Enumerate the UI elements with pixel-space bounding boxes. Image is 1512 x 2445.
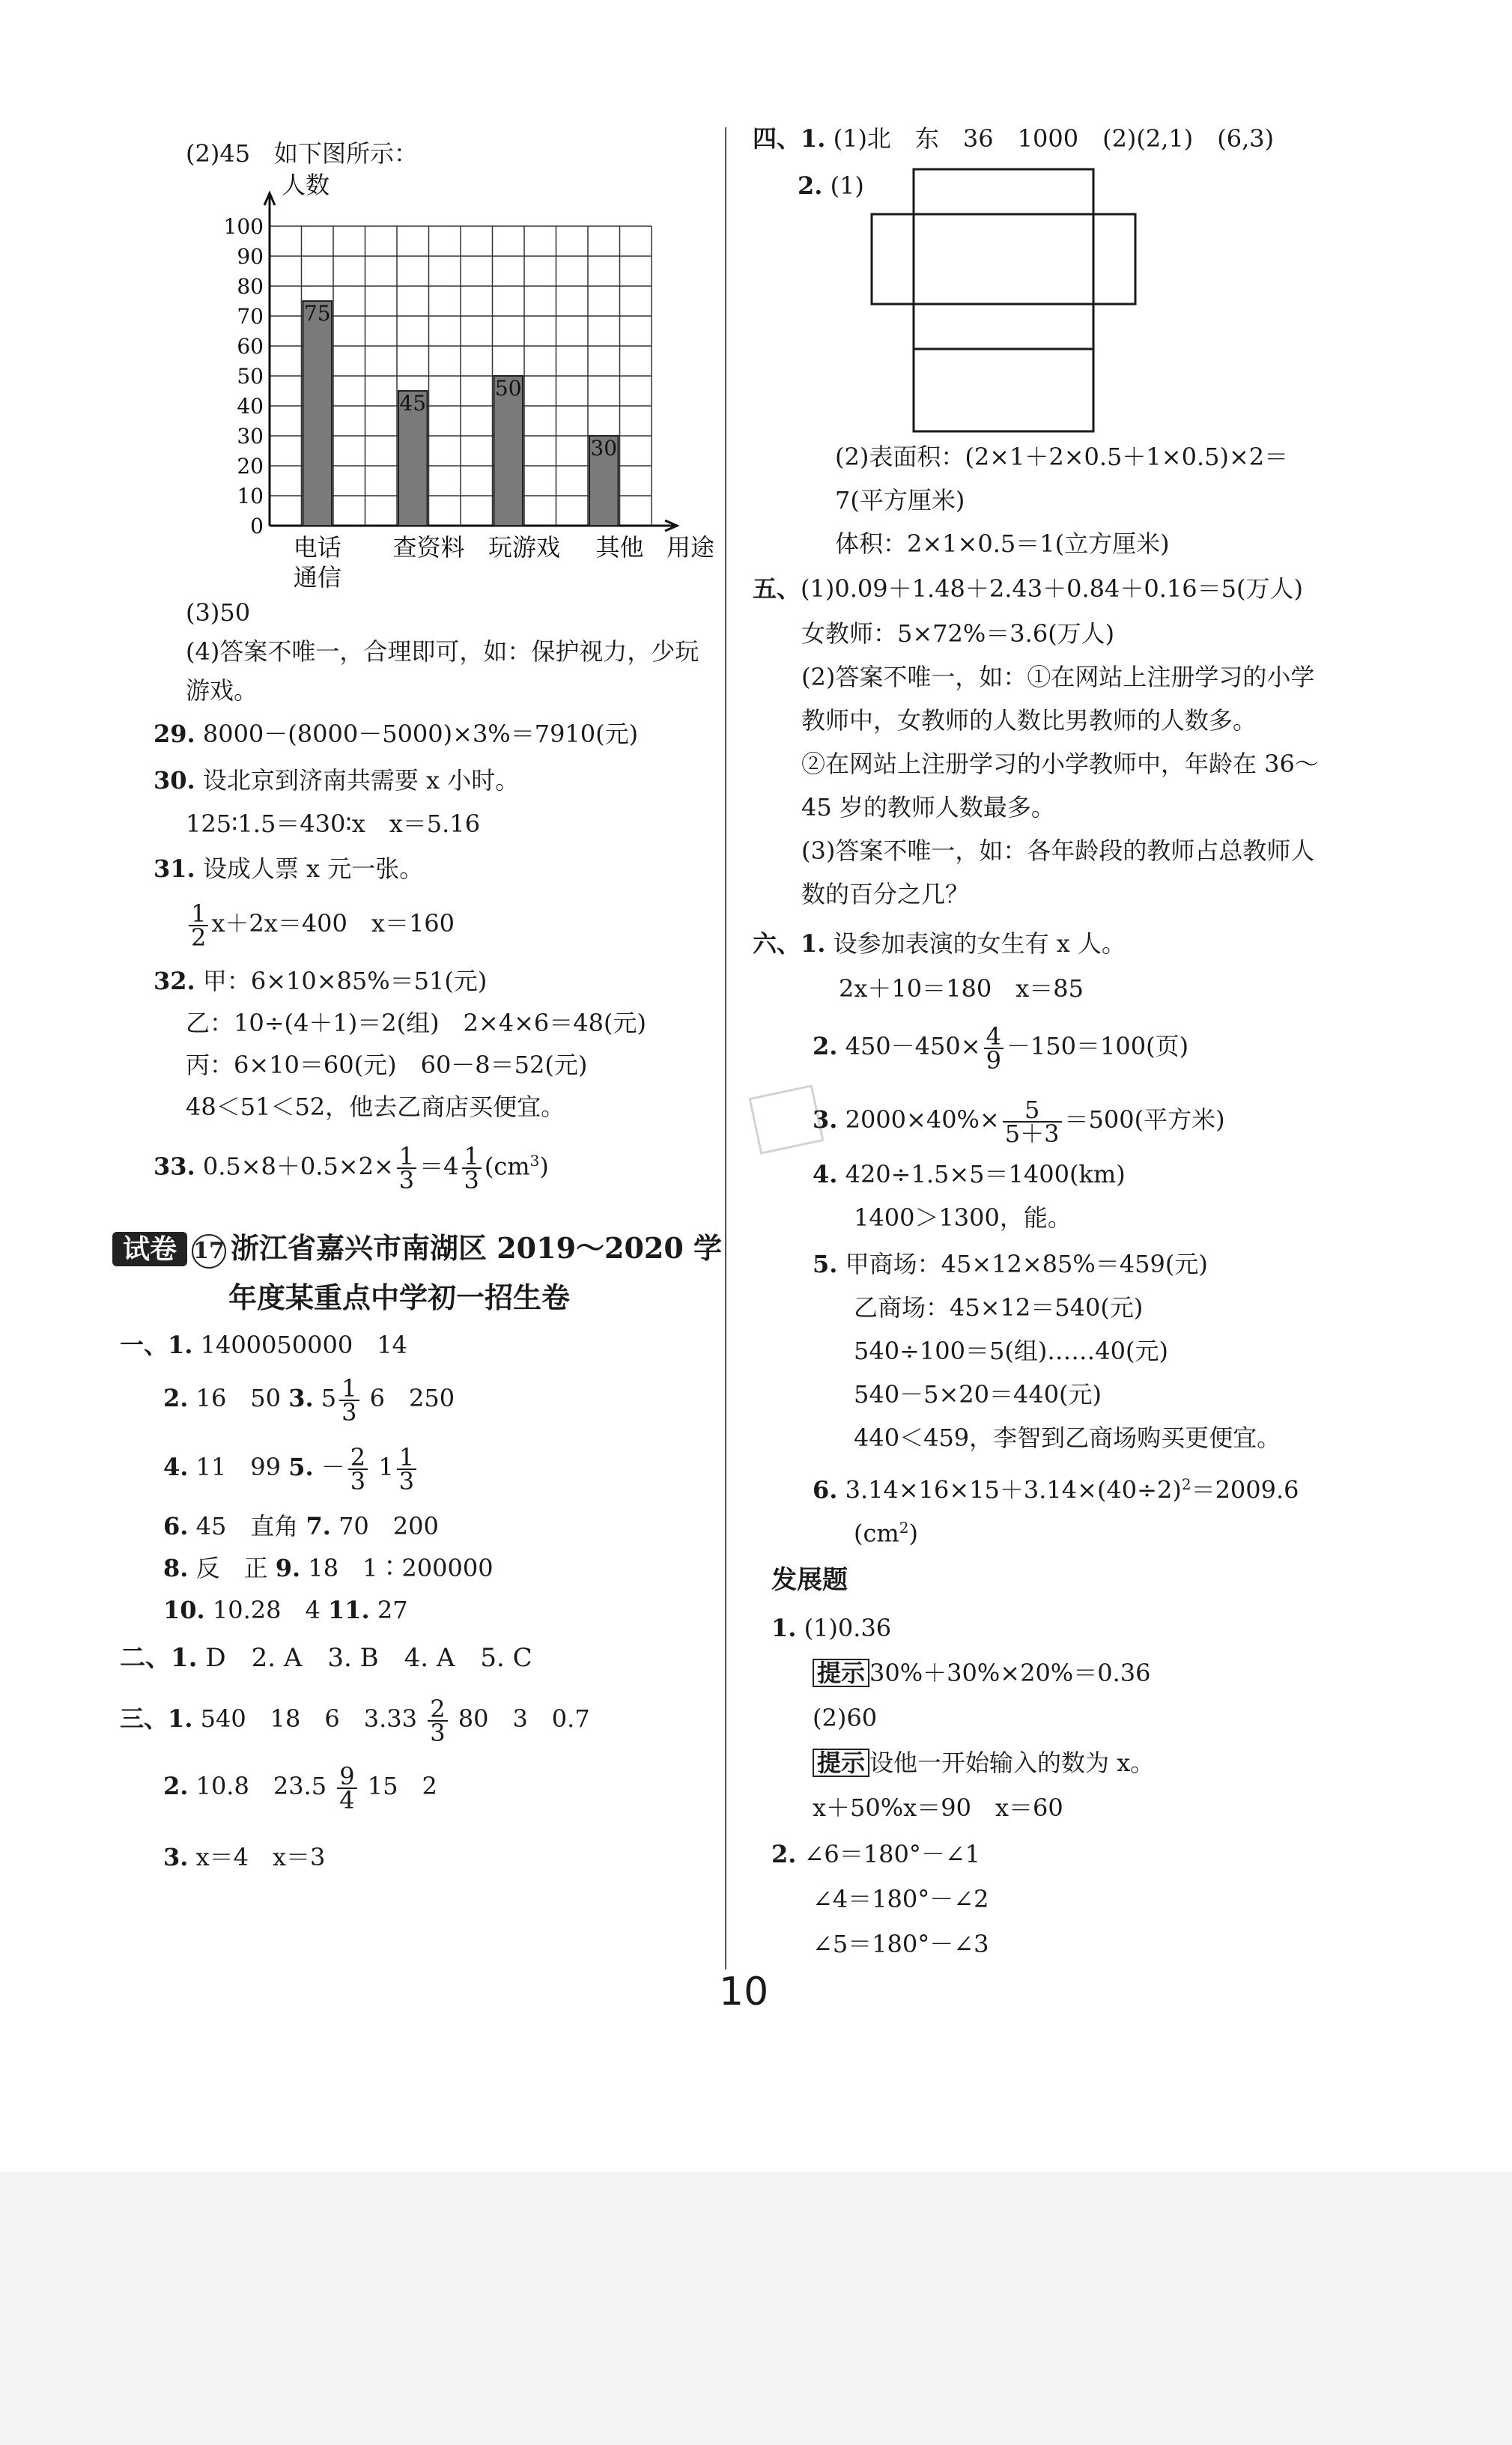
s4-q1-number: 四、1. <box>753 124 826 153</box>
s6-q6-a: 3.14×16×15＋3.14×(40÷2) <box>845 1475 1182 1504</box>
exam-header <box>112 1230 722 1269</box>
s6-q2-fraction: $\frac{4}{9}$ <box>984 1025 1004 1072</box>
s6-q2-b: －150＝100(页) <box>1006 1032 1189 1060</box>
s6-q2 <box>813 1020 1189 1075</box>
dev-q2-a: ∠6＝180°－∠1 <box>804 1840 981 1868</box>
hint-label: 提示 <box>813 1659 869 1687</box>
s1-q3-rest: 6 250 <box>369 1384 455 1412</box>
q30-number: 30. <box>154 766 195 795</box>
s6-q6-unit-text: (cm <box>854 1519 899 1548</box>
s1-q5-whole: 1 <box>378 1453 394 1481</box>
column-divider <box>725 127 726 1969</box>
q33-text-a: 0.5×8＋0.5×2× <box>202 1152 394 1181</box>
s6-q5-d: 540－5×20＝440(元) <box>854 1380 1102 1409</box>
s6-q3-number: 3. <box>813 1105 838 1134</box>
s1-q6-q7 <box>163 1511 439 1541</box>
s5-q3-line2: 数的百分之几？ <box>801 880 970 908</box>
s4-q2-surface-area-result: 7(平方厘米) <box>835 486 965 514</box>
exam-title-line2: 年度某重点中学初一招生卷 <box>228 1281 571 1314</box>
s1-q1-answer: 1400050000 14 <box>200 1331 407 1359</box>
exam-badge: 试卷 <box>112 1232 187 1266</box>
q33-unit-close: ) <box>539 1152 549 1181</box>
q33-unit: (cm <box>484 1152 530 1181</box>
q32-yi: 乙：10÷(4＋1)＝2(组) 2×4×6＝48(元) <box>186 1009 646 1037</box>
s6-q5 <box>813 1249 1208 1279</box>
s6-q4-a: 420÷1.5×5＝1400(km) <box>845 1160 1126 1188</box>
s6-q3-a: 2000×40%× <box>845 1105 1000 1134</box>
question-32 <box>154 966 487 996</box>
s1-q8-q9 <box>163 1553 494 1583</box>
dev-q2-b: ∠4＝180°－∠2 <box>813 1885 989 1913</box>
s4-q2-surface-area: (2)表面积：(2×1＋2×0.5＋1×0.5)×2＝ <box>835 443 1289 471</box>
q28-part2: (2)45 如下图所示： <box>186 139 419 168</box>
s6-q1-equation: 2x＋10＝180 x＝85 <box>839 974 1084 1003</box>
y-tick-label: 10 <box>237 484 264 508</box>
q32-number: 32. <box>154 967 195 995</box>
question-29 <box>154 719 638 749</box>
y-tick-label: 0 <box>250 514 264 538</box>
s2-number: 二、1. <box>120 1643 198 1673</box>
x-axis-label: 用途 <box>666 533 715 562</box>
exam-title-line1: 浙江省嘉兴市南湖区 2019～2020 学 <box>231 1231 722 1265</box>
s1-q5-minus: － <box>321 1453 345 1481</box>
q28-part3: (3)50 <box>186 598 251 627</box>
s1-q6-number: 6. <box>163 1512 189 1540</box>
s5-q1-female: 女教师：5×72%＝3.6(万人) <box>801 619 1115 648</box>
s3-q1-number: 三、1. <box>120 1704 193 1733</box>
dev-q2 <box>771 1839 980 1869</box>
q31-setup: 设成人票 x 元一张。 <box>202 854 424 883</box>
s3-q2-fraction: $\frac{9}{4}$ <box>337 1765 356 1811</box>
s1-q8-answer: 反 正 <box>195 1554 268 1582</box>
net-face-top-back <box>914 169 1093 214</box>
s3-q2 <box>163 1760 437 1812</box>
s3-q3 <box>163 1842 325 1872</box>
y-tick-label: 40 <box>237 394 264 419</box>
s1-q1-number: 一、1. <box>120 1331 193 1359</box>
s1-q7-number: 7. <box>306 1512 331 1540</box>
q33-unit-sup: 3 <box>529 1152 540 1170</box>
y-tick-label: 80 <box>237 274 264 299</box>
s6-q2-a: 450－450× <box>845 1032 981 1060</box>
bar-value-label: 30 <box>590 436 618 461</box>
y-tick-label: 90 <box>237 244 264 269</box>
s5-q2-line2: 教师中，女教师的人数比男教师的人数多。 <box>801 706 1257 735</box>
s1-q10-q11 <box>163 1595 408 1625</box>
s6-q6-unit-close: ) <box>908 1519 918 1548</box>
s1-q2-number: 2. <box>163 1384 189 1412</box>
net-face-right <box>1093 214 1135 304</box>
s1-q8-number: 8. <box>163 1554 189 1582</box>
development-title: 发展题 <box>771 1565 848 1595</box>
cuboid-net-diagram <box>869 166 1138 436</box>
s1-q10-answer: 10.28 4 <box>212 1596 321 1624</box>
q31-equation <box>186 897 455 950</box>
s5-number: 五、 <box>753 574 801 603</box>
s6-q6-number: 6. <box>813 1475 838 1504</box>
s5-q2-line3: ②在网站上注册学习的小学教师中，年龄在 36～ <box>801 750 1319 778</box>
s3-q2-number: 2. <box>163 1772 189 1800</box>
s1-q4-q5 <box>163 1441 419 1493</box>
s1-q4-number: 4. <box>163 1453 189 1481</box>
s6-q6-unit <box>854 1513 918 1549</box>
y-tick-label: 20 <box>237 454 264 479</box>
s6-q5-a: 甲商场：45×12×85%＝459(元) <box>845 1250 1208 1278</box>
s1-q3-whole: 5 <box>321 1384 337 1412</box>
y-tick-label: 100 <box>223 214 264 239</box>
q32-jia: 甲：6×10×85%＝51(元) <box>202 967 488 995</box>
y-tick-label: 60 <box>237 334 264 359</box>
s4-q2-number: 2. <box>798 171 823 200</box>
dev-q1-a: (1)0.36 <box>804 1614 892 1642</box>
q28-part4-line1: (4)答案不唯一，合理即可，如：保护视力，少玩 <box>186 637 699 666</box>
q32-conclusion: 48＜51＜52，他去乙商店买便宜。 <box>186 1093 565 1121</box>
y-tick-label: 30 <box>237 424 264 449</box>
x-category-label: 通信 <box>293 563 341 592</box>
y-axis-label: 人数 <box>282 171 330 199</box>
bar-1 <box>303 301 333 526</box>
s6-q3-b: ＝500(平方米) <box>1064 1105 1225 1134</box>
s6-q4-number: 4. <box>813 1160 838 1188</box>
hint-label: 提示 <box>813 1749 869 1777</box>
s5-q1 <box>753 574 1303 604</box>
bar-value-label: 45 <box>399 391 427 416</box>
y-tick-label: 70 <box>237 304 264 329</box>
question-30 <box>154 765 519 795</box>
s1-q3-number: 3. <box>288 1384 314 1412</box>
s6-q6-sup: 2 <box>1181 1475 1191 1493</box>
s6-q5-number: 5. <box>813 1250 838 1278</box>
s2-answers <box>120 1643 532 1673</box>
x-category-label: 其他 <box>595 533 644 562</box>
q30-setup: 设北京到济南共需要 x 小时。 <box>202 766 520 795</box>
s3-q2-a: 10.8 23.5 <box>195 1772 327 1800</box>
s5-q3-line1: (3)答案不唯一，如：各年龄段的教师占总教师人 <box>801 836 1315 865</box>
s3-q1-a: 540 18 6 3.33 <box>200 1704 418 1733</box>
q33-text-b: ＝4 <box>419 1152 459 1181</box>
dev-q1-hint1-text: 30%＋30%×20%＝0.36 <box>869 1659 1151 1687</box>
dev-q1-part2: (2)60 <box>813 1704 878 1732</box>
s1-q9-number: 9. <box>275 1554 301 1582</box>
s1-q4-answer: 11 99 <box>195 1453 282 1481</box>
q28-part4-line2: 游戏。 <box>186 676 258 705</box>
x-category-label: 查资料 <box>392 533 465 562</box>
s1-q9-answer: 18 1∶200000 <box>308 1554 494 1582</box>
question-33 <box>154 1135 549 1193</box>
s3-q3-answer: x＝4 x＝3 <box>195 1843 326 1871</box>
q33-fraction-1: $\frac{1}{3}$ <box>397 1145 416 1191</box>
bar-chart <box>217 171 715 593</box>
page-number: 10 <box>719 1969 769 2014</box>
s6-q6-unit-sup: 2 <box>899 1519 909 1537</box>
x-category-label: 电话 <box>293 533 341 562</box>
q31-equation-text: x＋2x＝400 x＝160 <box>211 909 455 938</box>
s2-choices: D 2. A 3. B 4. A 5. C <box>205 1643 532 1673</box>
s6-q4-b: 1400＞1300，能。 <box>854 1203 1072 1232</box>
s5-q2-line1: (2)答案不唯一，如：①在网站上注册学习的小学 <box>801 663 1315 691</box>
q30-equation: 125∶1.5＝430∶x x＝5.16 <box>186 810 481 838</box>
s1-q1 <box>120 1330 407 1360</box>
dev-q1 <box>771 1613 891 1643</box>
s3-q1 <box>120 1692 590 1745</box>
s4-q1 <box>753 124 1274 154</box>
s5-q1-answer: (1)0.09＋1.48＋2.43＋0.84＋0.16＝5(万人) <box>801 574 1303 603</box>
q33-fraction-2: $\frac{1}{3}$ <box>462 1145 482 1191</box>
s3-q1-b: 80 3 0.7 <box>458 1704 590 1733</box>
s1-q5-fraction-1: $\frac{2}{3}$ <box>348 1446 368 1492</box>
s1-q11-answer: 27 <box>377 1596 408 1624</box>
s1-q2-q3 <box>163 1372 455 1427</box>
dev-q1-hint2 <box>813 1748 1154 1778</box>
s6-q1-number: 六、1. <box>753 929 826 958</box>
s3-q2-b: 15 2 <box>367 1772 437 1800</box>
dev-q2-c: ∠5＝180°－∠3 <box>813 1930 989 1958</box>
dev-q1-hint1 <box>813 1658 1150 1688</box>
s4-q2-volume: 体积：2×1×0.5＝1(立方厘米) <box>835 529 1170 558</box>
bar-value-label: 50 <box>494 376 522 401</box>
s6-q2-number: 2. <box>813 1032 838 1060</box>
s6-q3-fraction: $\frac{5}{5+3}$ <box>1003 1099 1062 1145</box>
exam-number: 17 <box>192 1234 226 1269</box>
s6-q6-b: ＝2009.6 <box>1191 1475 1299 1504</box>
s1-q5-number: 5. <box>288 1453 314 1481</box>
net-face-front <box>914 304 1093 349</box>
s6-q1 <box>753 929 1126 959</box>
s1-q10-number: 10. <box>163 1596 205 1624</box>
s1-q5-fraction-2: $\frac{1}{3}$ <box>397 1446 416 1492</box>
dev-q1-hint2-text: 设他一开始输入的数为 x。 <box>869 1749 1155 1777</box>
s3-q3-number: 3. <box>163 1843 189 1871</box>
dev-q2-number: 2. <box>771 1840 797 1868</box>
s4-q2-part1: (1) <box>830 171 864 200</box>
s1-q6-answer: 45 直角 <box>195 1512 299 1540</box>
s6-q6 <box>813 1469 1299 1505</box>
s1-q2-answer: 16 50 <box>195 1384 282 1412</box>
s6-q3 <box>813 1093 1225 1146</box>
s6-q4 <box>813 1159 1126 1189</box>
q33-number: 33. <box>154 1152 195 1181</box>
s4-q1-answer: (1)北 东 36 1000 (2)(2,1) (6,3) <box>833 124 1275 153</box>
q29-answer: 8000－(8000－5000)×3%＝7910(元) <box>202 720 639 748</box>
s6-q5-c: 540÷100＝5(组)……40(元) <box>854 1337 1168 1365</box>
s5-q2-line4: 45 岁的教师人数最多。 <box>801 793 1055 821</box>
dev-q1-number: 1. <box>771 1614 797 1642</box>
x-category-label: 玩游戏 <box>488 533 561 562</box>
net-face-left <box>872 214 914 304</box>
s6-q5-b: 乙商场：45×12＝540(元) <box>854 1293 1144 1322</box>
s6-q5-e: 440＜459，李智到乙商场购买更便宜。 <box>854 1424 1281 1452</box>
net-face-top <box>914 214 1093 304</box>
bar-value-label: 75 <box>303 301 331 326</box>
s3-q1-fraction: $\frac{2}{3}$ <box>428 1698 447 1744</box>
s1-q11-number: 11. <box>328 1596 370 1624</box>
question-31 <box>154 854 423 884</box>
dev-q1-equation: x＋50%x＝90 x＝60 <box>813 1793 1063 1822</box>
y-tick-label: 50 <box>237 364 264 389</box>
q31-fraction: $\frac{1}{2}$ <box>189 902 208 949</box>
q31-number: 31. <box>154 854 195 883</box>
s6-q1-setup: 设参加表演的女生有 x 人。 <box>833 929 1126 958</box>
q32-bing: 丙：6×10＝60(元) 60－8＝52(元) <box>186 1051 588 1079</box>
s1-q7-answer: 70 200 <box>338 1512 439 1540</box>
q29-number: 29. <box>154 720 195 748</box>
s4-q2 <box>798 171 864 201</box>
net-face-bottom <box>914 349 1093 431</box>
s1-q3-fraction: $\frac{1}{3}$ <box>339 1377 359 1424</box>
